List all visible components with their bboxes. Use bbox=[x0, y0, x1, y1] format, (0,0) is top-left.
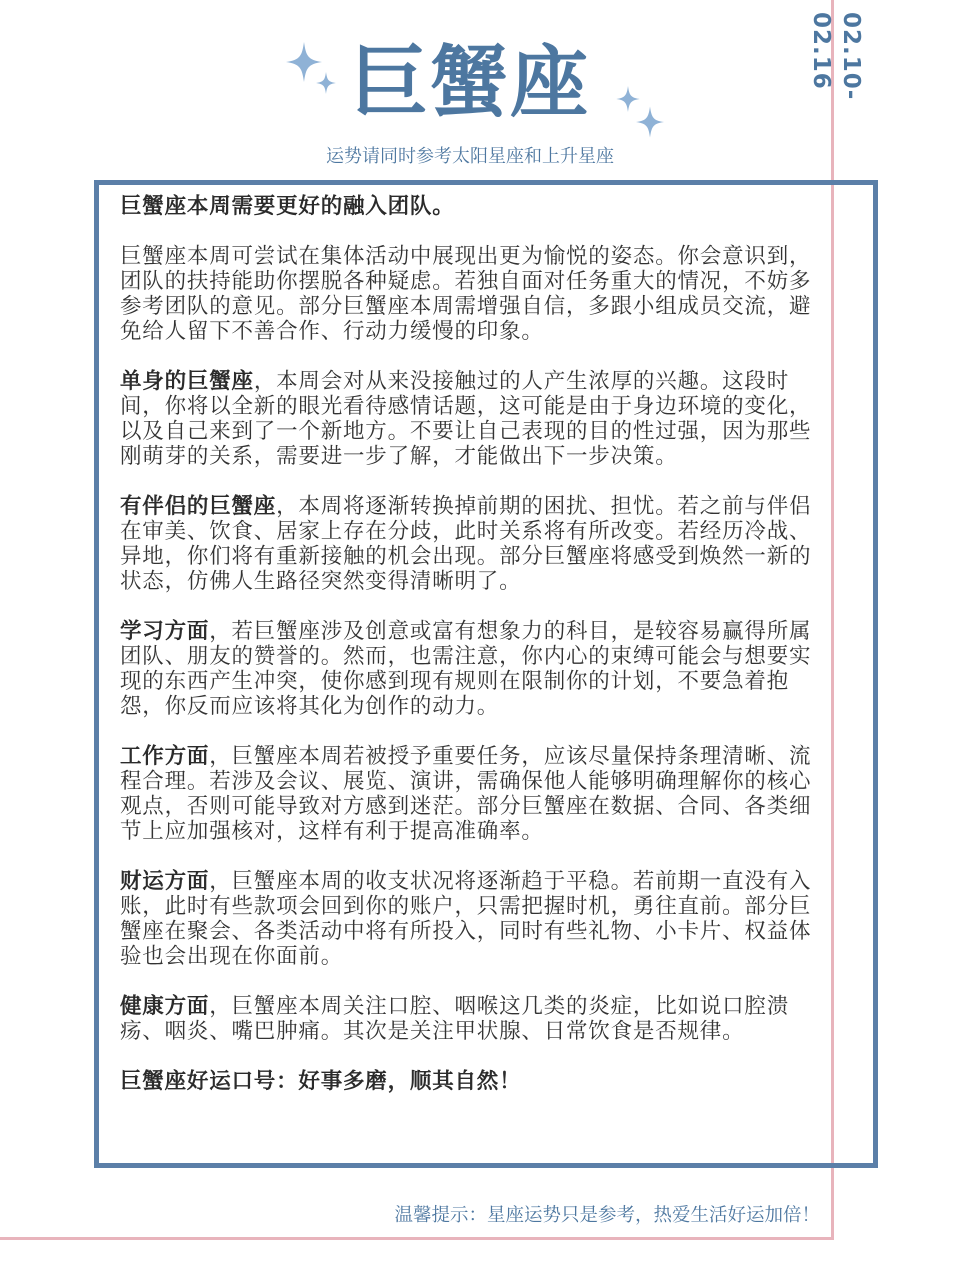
section-title: 工作方面 bbox=[120, 744, 210, 769]
lucky-slogan: 巨蟹座好运口号：好事多磨，顺其自然！ bbox=[120, 1069, 522, 1094]
intro-heading: 巨蟹座本周需要更好的融入团队。 bbox=[120, 194, 455, 219]
section-partner bbox=[120, 494, 820, 594]
pink-horizontal-rule bbox=[0, 1237, 834, 1240]
overview-paragraph: 巨蟹座本周可尝试在集体活动中展现出更为愉悦的姿态。你会意识到，团队的扶持能助你摆脱各种疑虑。若独自面对任务重大的情况，不妨多参考团队的意见。部分巨蟹座本周需增强自信，多跟小组成员交流，避免给人留下不善合作、行动力缓慢的印象。 bbox=[120, 244, 812, 344]
section-study bbox=[120, 619, 820, 719]
section-work bbox=[120, 744, 820, 844]
section-title: 健康方面 bbox=[120, 994, 210, 1019]
section-body: ，若巨蟹座涉及创意或富有想象力的科目，是较容易赢得所属团队、朋友的赞誉的。然而，也需注意，你内心的束缚可能会与想要实现的东西产生冲突，使你感到现有规则在限制你的计划，不要急着抱怨，你反而应该将其化为创作的动力。 bbox=[120, 619, 812, 719]
horoscope-content bbox=[120, 194, 820, 1094]
section-body: ，巨蟹座本周的收支状况将逐渐趋于平稳。若前期一直没有入账，此时有些款项会回到你的账户，只需把握时机，勇往直前。部分巨蟹座在聚会、各类活动中将有所投入，同时有些礼物、小卡片、权益体验也会出现在你面前。 bbox=[120, 869, 812, 969]
section-health bbox=[120, 994, 820, 1044]
page-subtitle: 运势请同时参考太阳星座和上升星座 bbox=[326, 146, 614, 167]
section-body: ，本周将逐渐转换掉前期的困扰、担忧。若之前与伴侣在审美、饮食、居家上存在分歧，此时关系将有所改变。若经历冷战、异地，你们将有重新接触的机会出现。部分巨蟹座将感受到焕然一新的状态，仿佛人生路径突然变得清晰明了。 bbox=[120, 494, 812, 594]
footer-tip: 温馨提示：星座运势只是参考，热爱生活好运加倍！ bbox=[394, 1205, 820, 1226]
section-single bbox=[120, 369, 820, 469]
section-body: ，巨蟹座本周若被授予重要任务，应该尽量保持条理清晰、流程合理。若涉及会议、展览、演讲，需确保他人能够明确理解你的核心观点，否则可能导致对方感到迷茫。部分巨蟹座在数据、合同、各类细节上应加强核对，这样有利于提高准确率。 bbox=[120, 744, 812, 844]
section-wealth bbox=[120, 869, 820, 969]
section-title: 学习方面 bbox=[120, 619, 210, 644]
section-body: ，本周会对从来没接触过的人产生浓厚的兴趣。这段时间，你将以全新的眼光看待感情话题，这可能是由于身边环境的变化，以及自己来到了一个新地方。不要让自己表现的目的性过强，因为那些刚萌芽的关系，需要进一步了解，才能做出下一步决策。 bbox=[120, 369, 812, 469]
section-title: 有伴侣的巨蟹座 bbox=[120, 494, 277, 519]
sparkle-star-icon bbox=[636, 106, 664, 138]
section-title: 单身的巨蟹座 bbox=[120, 369, 254, 394]
section-body: ，巨蟹座本周关注口腔、咽喉这几类的炎症，比如说口腔溃疡、咽炎、嘴巴肿痛。其次是关注甲状腺、日常饮食是否规律。 bbox=[120, 994, 790, 1044]
section-title: 财运方面 bbox=[120, 869, 210, 894]
date-range: 02.10-02.16 bbox=[808, 12, 864, 101]
page-title: 巨蟹座 bbox=[349, 38, 590, 128]
